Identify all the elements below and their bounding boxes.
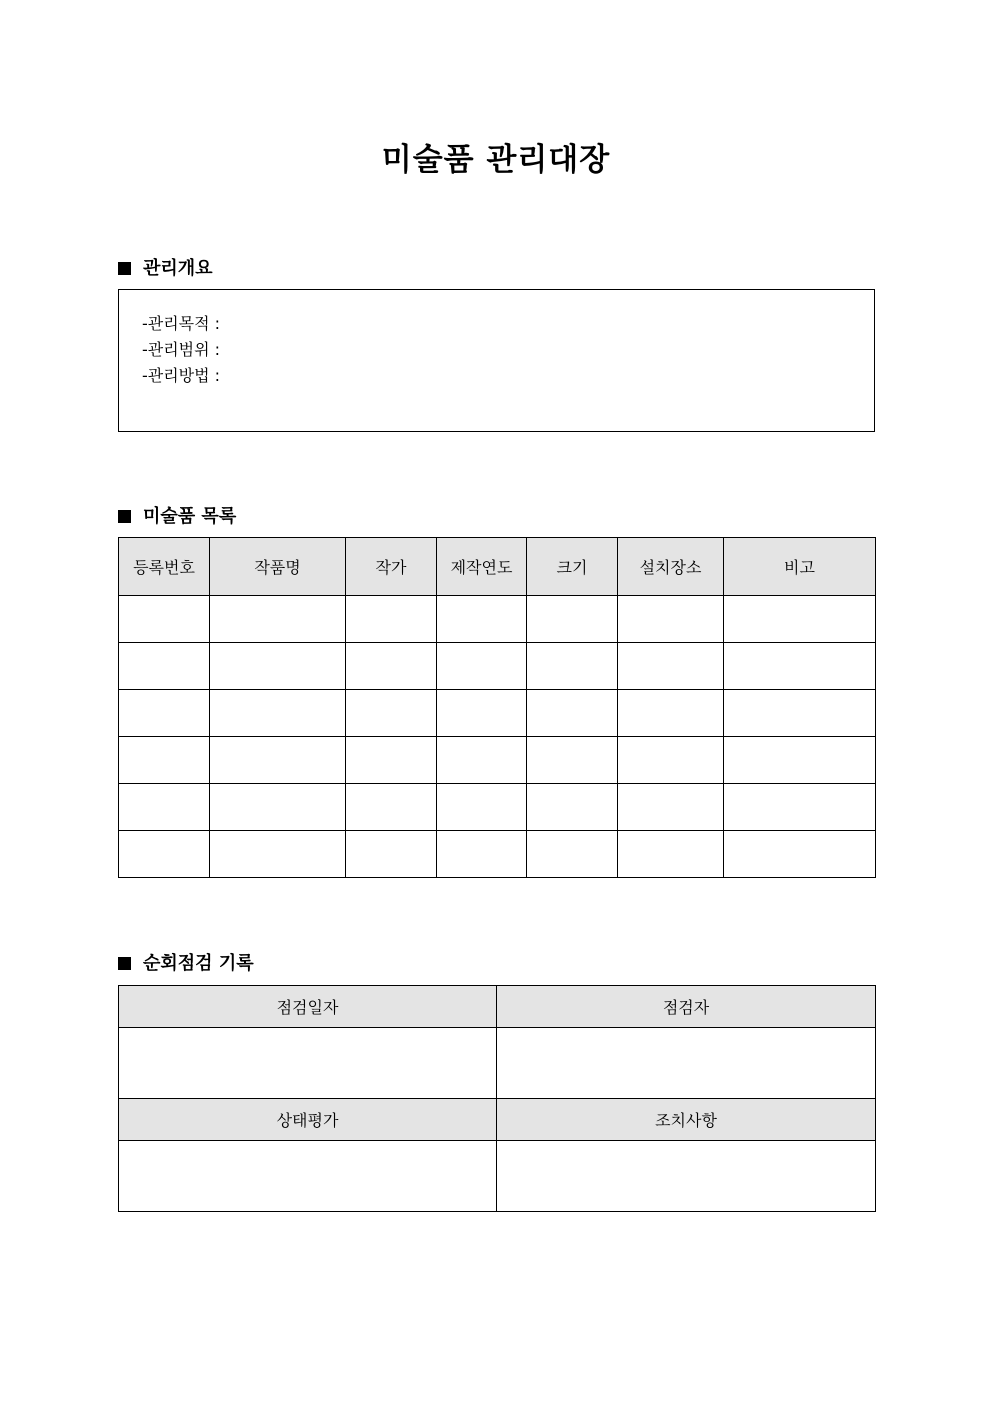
overview-purpose: -관리목적 : <box>142 314 221 333</box>
table-cell[interactable] <box>724 643 876 690</box>
column-header-reg-no: 등록번호 <box>119 538 210 596</box>
table-cell[interactable] <box>346 643 437 690</box>
table-cell[interactable] <box>618 831 724 878</box>
table-row <box>119 596 876 643</box>
table-cell[interactable] <box>618 784 724 831</box>
square-bullet-icon <box>118 957 131 970</box>
page-title: 미술품 관리대장 <box>381 142 611 178</box>
inspection-date-cell[interactable] <box>119 1028 497 1099</box>
table-cell[interactable] <box>527 643 618 690</box>
table-cell[interactable] <box>119 737 210 784</box>
table-header-row <box>119 986 876 1028</box>
table-cell[interactable] <box>210 831 346 878</box>
table-row <box>119 737 876 784</box>
table-cell[interactable] <box>210 596 346 643</box>
square-bullet-icon <box>118 262 131 275</box>
table-cell[interactable] <box>618 643 724 690</box>
table-cell[interactable] <box>618 737 724 784</box>
inspection-table <box>118 985 876 1212</box>
table-header-row <box>119 538 876 596</box>
table-cell[interactable] <box>346 784 437 831</box>
table-cell[interactable] <box>210 737 346 784</box>
table-row <box>119 643 876 690</box>
section-heading-inspection <box>118 949 254 975</box>
action-cell[interactable] <box>497 1141 876 1212</box>
column-header-location: 설치장소 <box>618 538 724 596</box>
table-cell[interactable] <box>527 737 618 784</box>
table-cell[interactable] <box>119 596 210 643</box>
table-cell[interactable] <box>346 737 437 784</box>
table-cell[interactable] <box>527 596 618 643</box>
table-cell[interactable] <box>119 784 210 831</box>
inventory-table <box>118 537 876 878</box>
condition-cell[interactable] <box>119 1141 497 1212</box>
table-cell[interactable] <box>527 831 618 878</box>
table-row <box>119 690 876 737</box>
column-header-notes: 비고 <box>724 538 876 596</box>
table-cell[interactable] <box>527 784 618 831</box>
table-cell[interactable] <box>724 596 876 643</box>
table-cell[interactable] <box>437 690 527 737</box>
section-heading-overview <box>118 254 213 280</box>
table-header-row <box>119 1099 876 1141</box>
table-cell[interactable] <box>437 737 527 784</box>
table-cell[interactable] <box>437 596 527 643</box>
table-cell[interactable] <box>119 690 210 737</box>
overview-box <box>118 289 875 432</box>
section-heading-inventory <box>118 502 236 528</box>
table-cell[interactable] <box>618 690 724 737</box>
table-cell[interactable] <box>210 784 346 831</box>
column-header-size: 크기 <box>527 538 618 596</box>
column-header-artist: 작가 <box>346 538 437 596</box>
table-row <box>119 831 876 878</box>
overview-method: -관리방법 : <box>142 366 221 385</box>
table-cell[interactable] <box>119 643 210 690</box>
table-cell[interactable] <box>437 643 527 690</box>
section-heading-label: 미술품 목록 <box>143 506 237 527</box>
overview-scope: -관리범위 : <box>142 340 221 359</box>
table-cell[interactable] <box>346 596 437 643</box>
table-cell[interactable] <box>346 690 437 737</box>
column-header-inspector: 점검자 <box>497 986 876 1028</box>
table-cell[interactable] <box>724 784 876 831</box>
table-row <box>119 1141 876 1212</box>
table-cell[interactable] <box>346 831 437 878</box>
table-cell[interactable] <box>527 690 618 737</box>
table-cell[interactable] <box>724 737 876 784</box>
table-cell[interactable] <box>618 596 724 643</box>
table-cell[interactable] <box>724 690 876 737</box>
table-row <box>119 784 876 831</box>
column-header-action: 조치사항 <box>497 1099 876 1141</box>
column-header-year: 제작연도 <box>437 538 527 596</box>
table-cell[interactable] <box>210 643 346 690</box>
square-bullet-icon <box>118 510 131 523</box>
table-cell[interactable] <box>210 690 346 737</box>
table-cell[interactable] <box>724 831 876 878</box>
table-cell[interactable] <box>119 831 210 878</box>
table-row <box>119 1028 876 1099</box>
inspector-cell[interactable] <box>497 1028 876 1099</box>
table-cell[interactable] <box>437 831 527 878</box>
section-heading-label: 관리개요 <box>143 258 213 279</box>
table-cell[interactable] <box>437 784 527 831</box>
section-heading-label: 순회점검 기록 <box>143 953 254 974</box>
column-header-title: 작품명 <box>210 538 346 596</box>
column-header-condition: 상태평가 <box>119 1099 497 1141</box>
column-header-inspection-date: 점검일자 <box>119 986 497 1028</box>
